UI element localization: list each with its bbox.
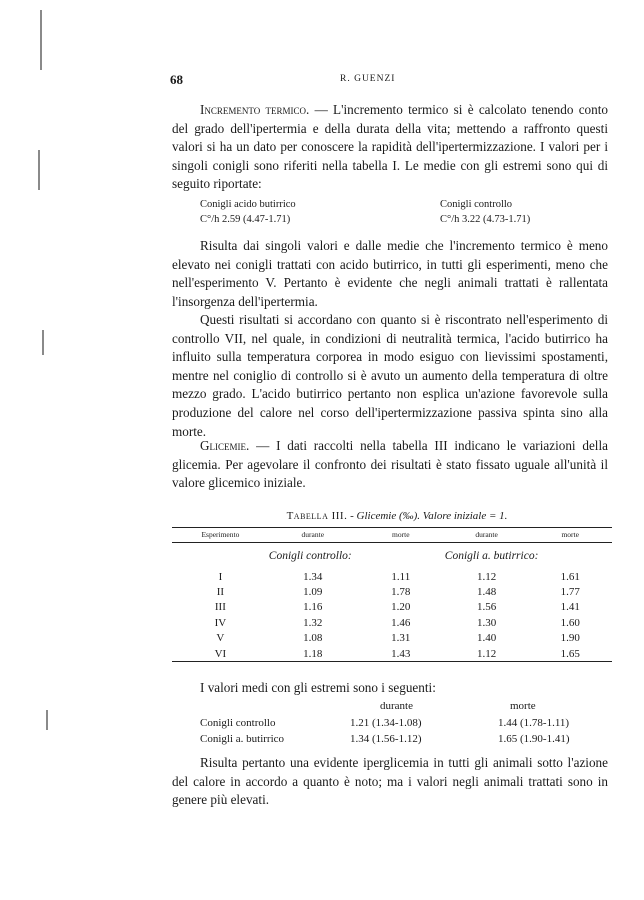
scan-edge-line — [42, 330, 44, 355]
cell-value: 1.48 — [476, 586, 497, 599]
table-row — [172, 615, 612, 630]
cell-value: 1.43 — [357, 646, 445, 662]
header-durante: durante — [269, 528, 357, 543]
cell-value: 1.18 — [269, 646, 357, 662]
cell-value: 1.31 — [391, 632, 411, 645]
cell-value: 1.60 — [560, 616, 580, 629]
glycemia-table — [172, 527, 612, 662]
cell-value: 1.12 — [476, 570, 497, 583]
mean-row-morte: 1.65 (1.90-1.41) — [498, 733, 570, 745]
mean-row-morte: 1.44 (1.78-1.11) — [498, 717, 570, 729]
mean-header-morte: morte — [510, 700, 536, 712]
group-controllo: Conigli controllo: — [268, 550, 352, 562]
mean-row-label: Conigli controllo — [200, 717, 276, 729]
paragraph-body: — L'incremento termico si è calcolato tenendo conto del grado dell'ipertermia e della durata della vita; mettendo a raffronto questi valori si ha un dato per conoscere la rapidità dell'ipertermizzazione. I valori per i singoli conigli sono riferiti nella tabella I. Le medie con gli estremi sono qui di seguito riportate: — [172, 102, 609, 192]
table-row — [172, 631, 612, 646]
paragraph-glicemie — [172, 437, 608, 493]
scan-edge-line — [38, 150, 40, 190]
cell-esperimento: II — [216, 586, 225, 599]
cell-value: 1.90 — [560, 632, 580, 645]
mean-value: C°/h 2.59 (4.47-1.71) — [200, 214, 291, 225]
cell-value: 1.16 — [303, 601, 323, 614]
mean-row — [200, 733, 610, 749]
cell-value: 1.34 — [303, 570, 323, 583]
mean-header-durante: durante — [380, 700, 413, 712]
paragraph-body: — I dati raccolti nella tabella III indicano le variazioni della glicemia. Per agevolare il confronto dei risultati è stato fissato uguale all'unità il valore glicemico iniziale. — [172, 438, 608, 491]
scan-edge-line — [46, 710, 48, 730]
cell-value: 1.78 — [391, 586, 411, 599]
table-caption-text: - Glicemie (‰). Valore iniziale = 1. — [347, 510, 508, 522]
group-row — [172, 543, 612, 570]
header-morte: morte — [357, 528, 445, 543]
cell-value: 1.41 — [560, 601, 580, 614]
mean-row-label: Conigli a. butirrico — [200, 733, 285, 745]
mean-row-durante: 1.34 (1.56-1.12) — [350, 733, 422, 745]
mean-row — [200, 717, 610, 733]
cell-esperimento: IV — [214, 616, 227, 629]
header-morte: morte — [528, 528, 612, 543]
mean-row-durante: 1.21 (1.34-1.08) — [350, 717, 422, 729]
mean-label: Conigli controllo — [440, 199, 513, 210]
section-heading: Incremento termico. — [200, 102, 310, 117]
header-durante: durante — [445, 528, 529, 543]
cell-value: 1.30 — [476, 616, 497, 629]
table-caption — [172, 510, 622, 522]
table-row — [172, 646, 612, 662]
cell-esperimento: I — [218, 570, 223, 583]
table-row — [172, 600, 612, 615]
cell-value: 1.56 — [476, 601, 497, 614]
table-header-row — [172, 528, 612, 543]
cell-value: 1.11 — [391, 570, 411, 583]
mean-value: C°/h 3.22 (4.73-1.71) — [440, 214, 531, 225]
section-heading: Glicemie. — [200, 438, 250, 453]
cell-value: 1.09 — [303, 586, 323, 599]
mean-label: Conigli acido butirrico — [200, 199, 296, 210]
paragraph-valori-medi: I valori medi con gli estremi sono i seguenti: — [200, 680, 436, 695]
cell-value: 1.20 — [391, 601, 411, 614]
cell-value: 1.12 — [445, 646, 529, 662]
paragraph-iperglicemia: Risulta pertanto una evidente iperglicemia in tutti gli animali sotto l'azione del calore in accordo a quanto è noto; ma i valori negli animali trattati sono in genere più elevati. — [172, 755, 608, 808]
cell-value: 1.65 — [528, 646, 612, 662]
paragraph-incremento-termico — [172, 101, 608, 194]
paragraph-questi-risultati: Questi risultati si accordano con quanto si è riscontrato nell'esperimento di controllo VII, nel quale, in condizioni di neutralità termica, l'acido butirrico ha influito sulla temperatura corporea in modo esiguo con lievissimi spostamenti, mentre nel coniglio di controllo si è avuto un aumento della temperatura di oltre mezzo grado. L'acido butirrico pertanto non esplica un'azione favorevole sulla produzione del calore nel corso dell'ipertermizzazione passiva spinta sino alla morte. — [172, 312, 608, 439]
cell-value: 1.77 — [560, 586, 580, 599]
header-esperimento: Esperimento — [172, 528, 269, 543]
scan-edge-line — [40, 10, 42, 70]
cell-esperimento: V — [216, 632, 225, 645]
paragraph-risulta-incremento: Risulta dai singoli valori e dalle medie che l'incremento termico è meno elevato nei conigli trattati con acido butirrico, in tutti gli esperimenti, meno che nell'esperimento V. Pertanto è evidente che negli animali trattati è rallentata l'insorgenza dell'ipertermia. — [172, 238, 608, 309]
running-author: R. GUENZI — [340, 74, 396, 84]
mean-block-controllo — [440, 197, 530, 227]
cell-value: 1.08 — [303, 632, 323, 645]
page-number: 68 — [170, 72, 183, 87]
cell-esperimento: III — [214, 601, 226, 614]
cell-esperimento: VI — [172, 646, 269, 662]
table-row — [172, 584, 612, 599]
table-row — [172, 569, 612, 584]
mean-block-butirrico — [200, 197, 296, 227]
running-header — [170, 72, 470, 90]
group-butirrico: Conigli a. butirrico: — [444, 550, 539, 562]
cell-value: 1.32 — [303, 616, 323, 629]
cell-value: 1.40 — [476, 632, 497, 645]
table-label: Tabella III. — [286, 510, 348, 522]
cell-value: 1.61 — [560, 570, 580, 583]
cell-value: 1.46 — [391, 616, 411, 629]
